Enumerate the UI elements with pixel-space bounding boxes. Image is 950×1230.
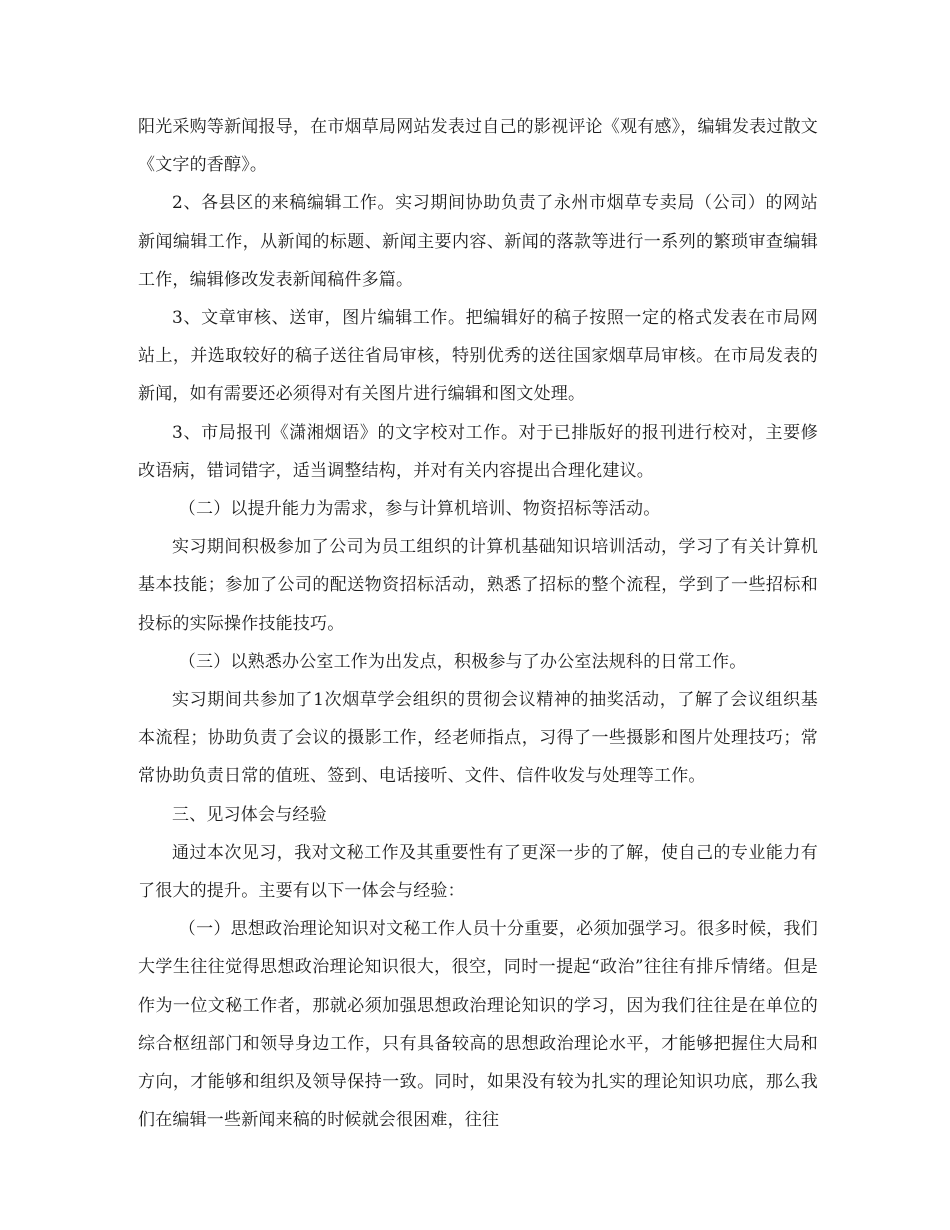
paragraph-review-photo-editing: 3、文章审核、送审，图片编辑工作。把编辑好的稿子按照一定的格式发表在市局网站上，并选取较好的稿子送往省局审核，特别优秀的送往国家烟草局审核。在市局发表的新闻，如有需要还必须得对有关图片进行编辑和图文处理。 [138,308,818,405]
paragraph-political-theory: （一）思想政治理论知识对文秘工作人员十分重要，必须加强学习。很多时候，我们大学生往往觉得思想政治理论知识很大，很空，同时一提起“政治”往往有排斥情绪。但是作为一位文秘工作者，那就必须加强思想政治理论知识的学习，因为我们往往是在单位的综合枢纽部门和领导身边工作，只有具备较高的思想政治理论水平，才能够把握住大局和方向，才能够和组织及领导保持一致。同时，如果没有较为扎实的理论知识功底，那么我们在编辑一些新闻来稿的时候就会很困难，往往 [138,919,818,1131]
paragraph-county-editing: 2、各县区的来稿编辑工作。实习期间协助负责了永州市烟草专卖局（公司）的网站新闻编辑工作，从新闻的标题、新闻主要内容、新闻的落款等进行一系列的繁琐审查编辑工作，编辑修改发表新闻稿件多篇。 [138,193,818,290]
paragraph-experience-intro: 通过本次见习，我对文秘工作及其重要性有了更深一步的了解，使自己的专业能力有了很大的提升。主要有以下一体会与经验： [138,842,818,902]
section-heading-three: （三）以熟悉办公室工作为出发点，积极参与了办公室法规科的日常工作。 [178,651,747,672]
paragraph-office-work: 实习期间共参加了1次烟草学会组织的贯彻会议精神的抽奖活动，了解了会议组织基本流程；协助负责了会议的摄影工作，经老师指点，习得了一些摄影和图片处理技巧；常常协助负责日常的值班、签到、电话接听、文件、信件收发与处理等工作。 [138,690,818,787]
paragraph-proofreading: 3、市局报刊《潇湘烟语》的文字校对工作。对于已排版好的报刊进行校对，主要修改语病，错词错字，适当调整结构，并对有关内容提出合理化建议。 [138,422,818,481]
paragraph-training: 实习期间积极参加了公司为员工组织的计算机基础知识培训活动，学习了有关计算机基本技能；参加了公司的配送物资招标活动，熟悉了招标的整个流程，学到了一些招标和投标的实际操作技能技巧。 [138,537,818,634]
section-heading-two: （二）以提升能力为需求，参与计算机培训、物资招标等活动。 [178,499,661,520]
chapter-heading-experience: 三、见习体会与经验 [172,804,327,825]
document-body [138,108,818,1139]
paragraph-continuation: 阳光采购等新闻报导，在市烟草局网站发表过自己的影视评论《观有感》，编辑发表过散文《文字的香醇》。 [138,117,818,176]
